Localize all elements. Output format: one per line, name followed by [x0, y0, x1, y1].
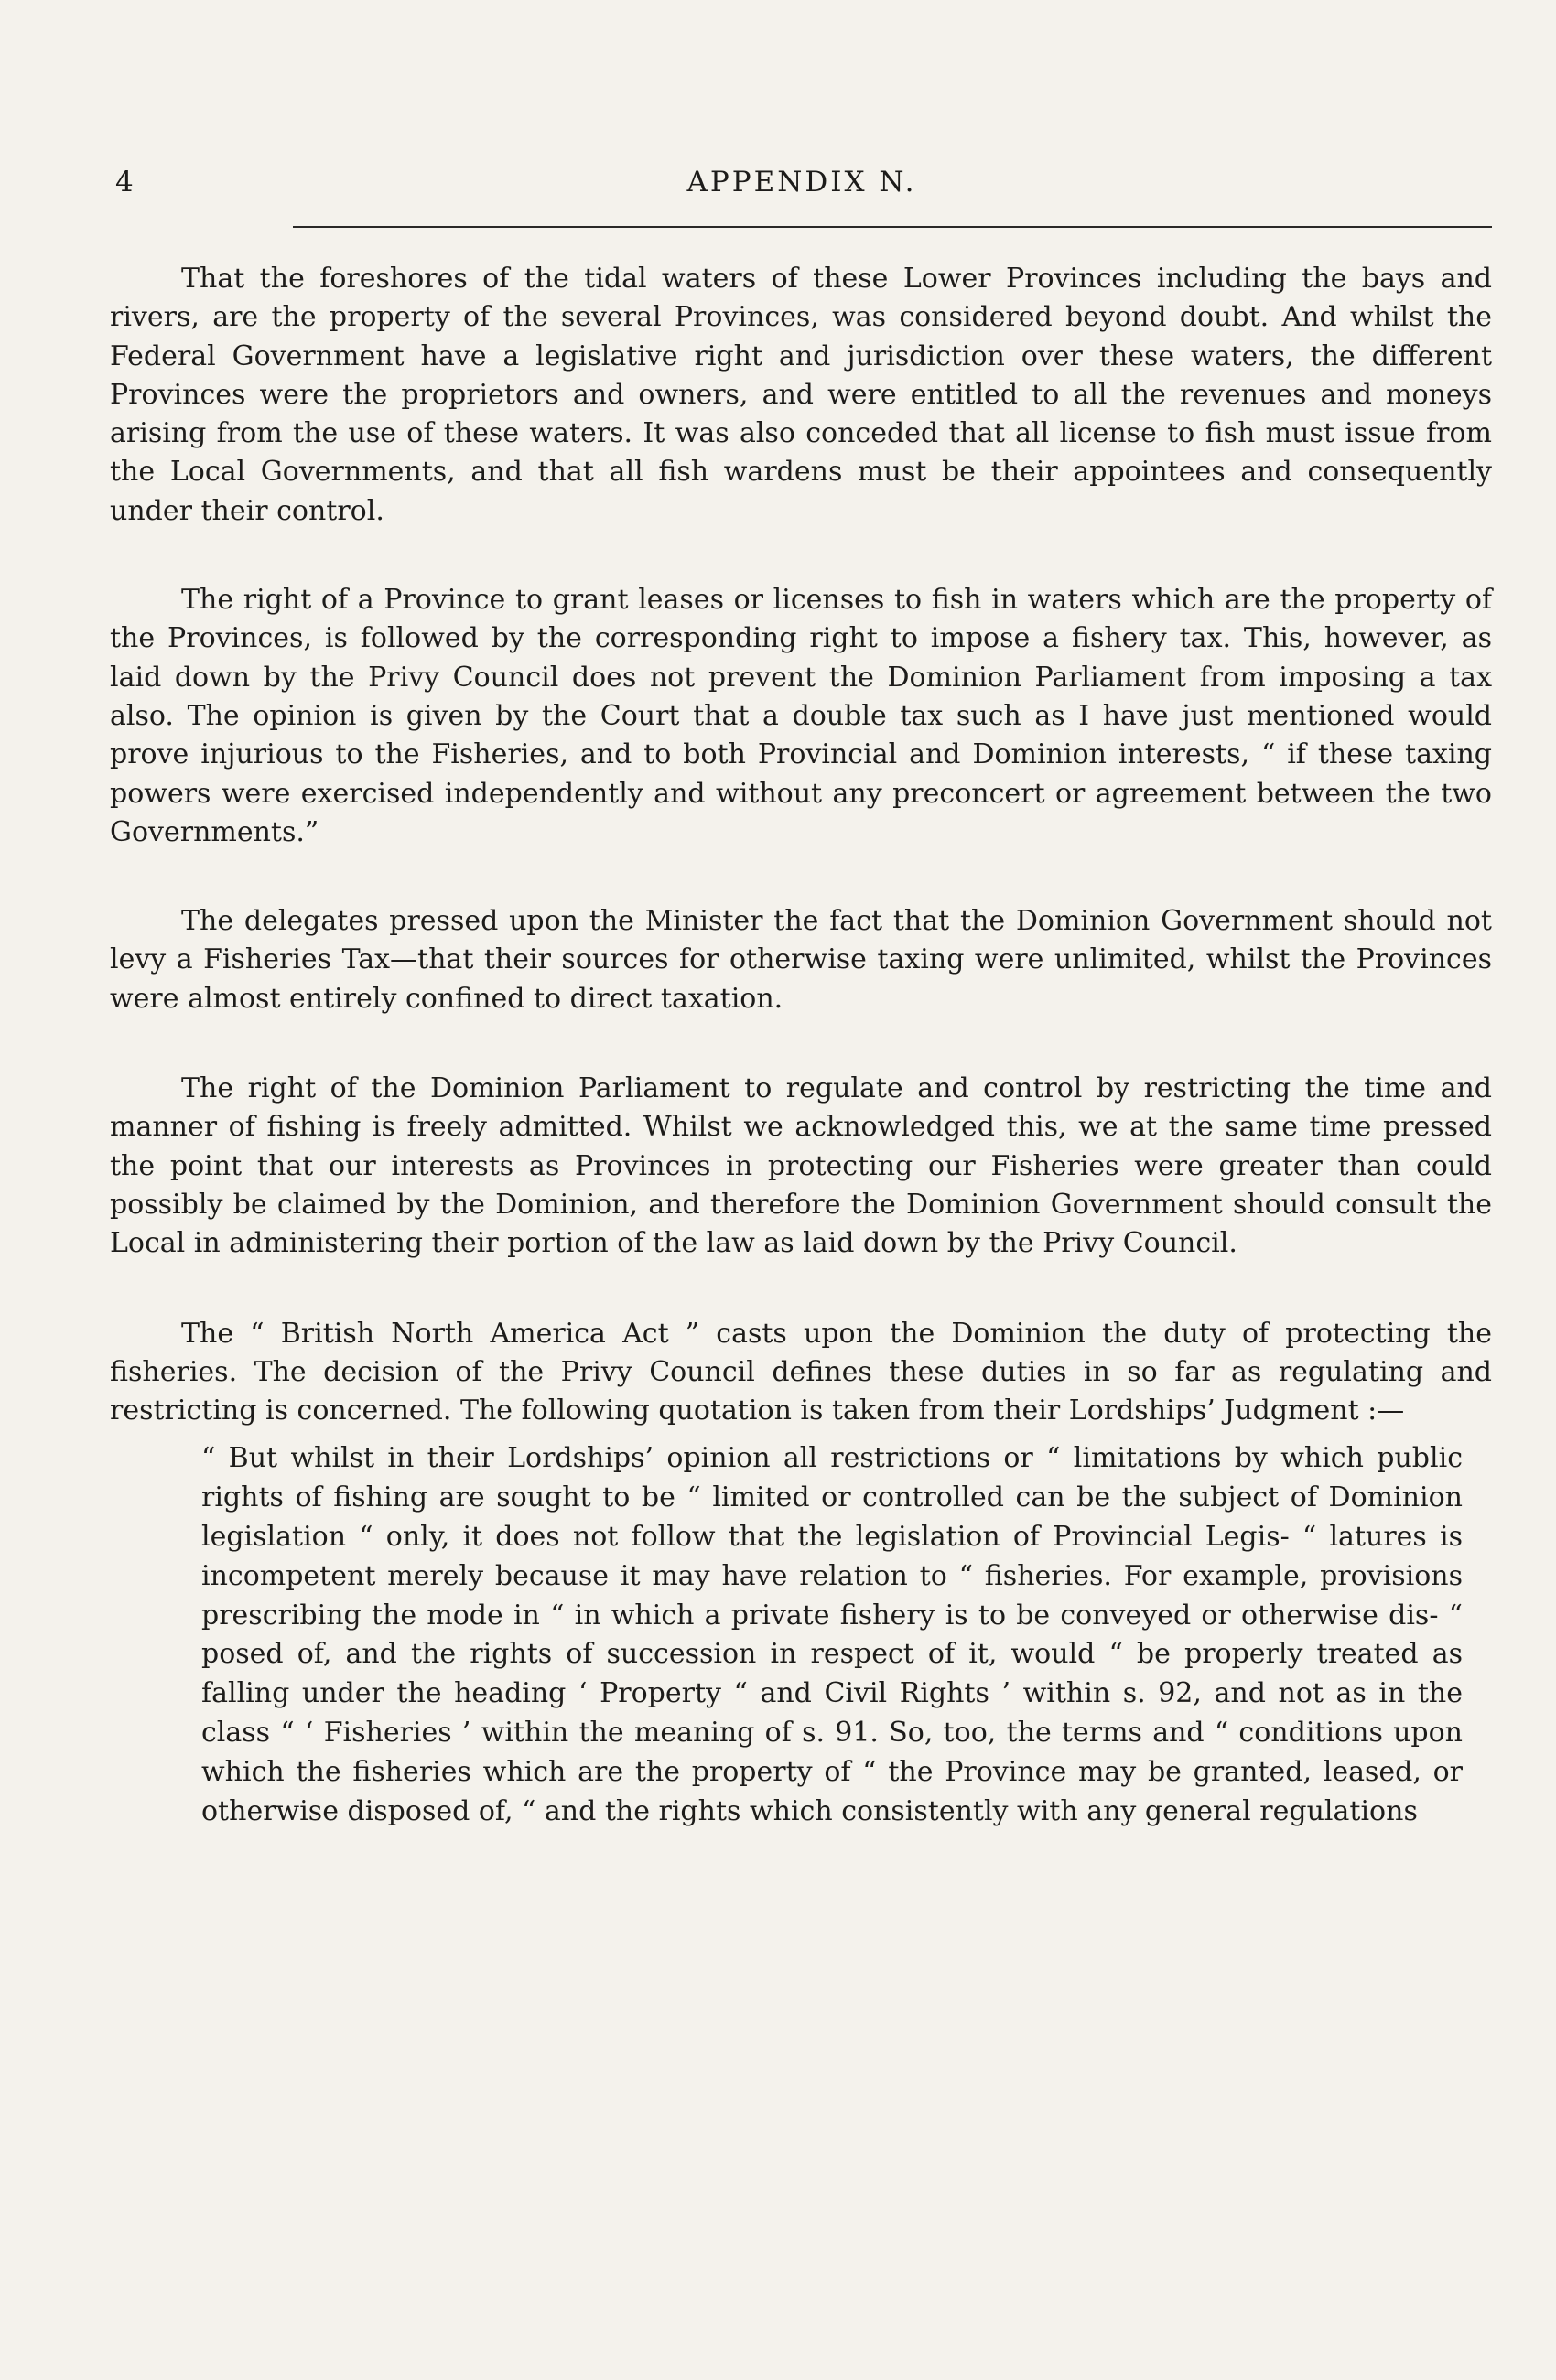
page-number: 4	[115, 166, 134, 199]
body-text	[110, 260, 1492, 1831]
paragraph-delegates: The delegates pressed upon the Minister the fact that the Dominion Government should not levy a Fisheries Tax—that their sources for otherwise taxing were unlimited, whilst the Provinces were almost entirely confined to direct taxation.	[110, 905, 1492, 1015]
paragraph-foreshores: That the foreshores of the tidal waters of these Lower Provinces including the bays and rivers, are the property of the several Provinces, was considered beyond doubt. And whilst the Federal Government have a legislative right and jurisdiction over these waters, the different Provinces were the proprietors and owners, and were entitled to all the revenues and moneys arising from the use of these waters. It was also conceded that all license to fish must issue from the Local Governments, and that all fish wardens must be their appointees and consequently under their control.	[110, 263, 1492, 527]
header-rule	[293, 226, 1492, 228]
paragraph-fishery-tax: The right of a Province to grant leases or licenses to fish in waters which are the property of the Provinces, is followed by the corresponding right to impose a fishery tax. This, however, as laid down by the Privy Council does not prevent the Dominion Parliament from imposing a tax also. The opinion is given by the Court that a double tax such as I have just mentioned would prove injurious to the Fisheries, and to both Provincial and Dominion interests, “ if these taxing powers were exercised independently and without any preconcert or agreement between the two Governments.”	[110, 584, 1492, 848]
judgment-quotation: “ But whilst in their Lordships’ opinion all restrictions or “ limitations by which public rights of fishing are sought to be “ limited or controlled can be the subject of Dominion legislation “ only, it does not follow that the legislation of Provincial Legis- “ latures is incompetent merely because it may have relation to “ fisheries. For example, provisions prescribing the mode in “ in which a private fishery is to be conveyed or otherwise dis- “ posed of, and the rights of succession in respect of it, would “ be properly treated as falling under the heading ‘ Property “ and Civil Rights ’ within s. 92, and not as in the class “ ‘ Fisheries ’ within the meaning of s. 91. So, too, the terms and “ conditions upon which the fisheries which are the property of “ the Province may be granted, leased, or otherwise disposed of, “ and the rights which consistently with any general regulations	[201, 1442, 1463, 1827]
paragraph-dominion-parliament: The right of the Dominion Parliament to regulate and control by restricting the time and manner of fishing is freely admitted. Whilst we acknowledged this, we at the same time pressed the point that our interests as Provinces in protecting our Fisheries were greater than could possibly be claimed by the Dominion, and therefore the Dominion Government should consult the Local in administering their portion of the law as laid down by the Privy Council.	[110, 1072, 1492, 1260]
paragraph-british-north-america-act: The “ British North America Act ” casts upon the Dominion the duty of protecting the fisheries. The decision of the Privy Council defines these duties in so far as regulating and restricting is concerned. The following quotation is taken from their Lordships’ Judgment :—	[110, 1317, 1492, 1427]
page-header	[115, 161, 1488, 203]
running-title: APPENDIX N.	[686, 166, 917, 199]
